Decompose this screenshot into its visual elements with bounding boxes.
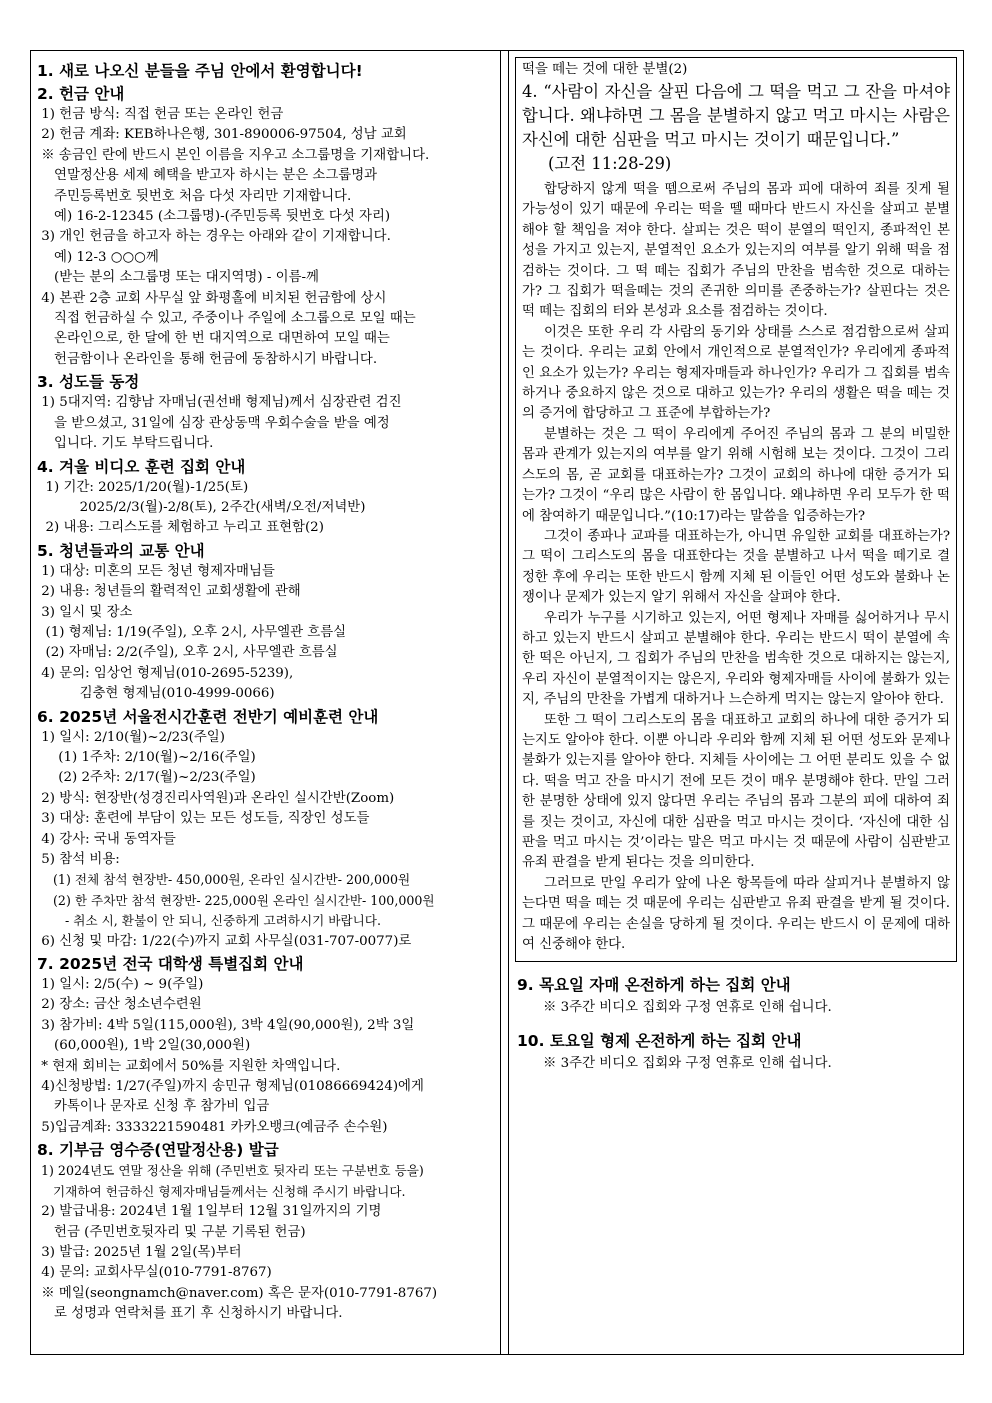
list-item: ※ 송금인 란에 반드시 본인 이름을 지우고 소그룹명을 기재합니다.: [37, 147, 430, 163]
list-item: 5)입금계좌: 3333221590481 카카오뱅크(예금주 손수원): [37, 1119, 388, 1135]
list-item: 1) 헌금 방식: 직접 헌금 또는 온라인 헌금: [37, 107, 284, 122]
meditation-paragraph: 그러므로 만일 우리가 앞에 나온 항목들에 따라 살피거나 분별하지 않는다면 떡을 떼는 것 때문에 우리는 심판받고 유죄 판결을 받게 될 것이다. 그 때문에 우리는 손실을 당하게 될 것이다. 우리는 반드시 이 문제에 대하여 신중해야 한다.: [522, 875, 950, 953]
list-item: 4) 강사: 국내 동역자들: [37, 831, 176, 847]
list-item: 1) 일시: 2/10(월)~2/23(주일): [37, 729, 225, 745]
list-item: 2) 발급내용: 2024년 1월 1일부터 12월 31일까지의 기명: [37, 1204, 382, 1220]
list-item: 기재하여 헌금하신 형제자매님들께서는 신청해 주시기 바랍니다.: [37, 1183, 406, 1199]
list-item: 직접 헌금하실 수 있고, 주중이나 주일에 소그룹으로 모일 때는: [37, 311, 416, 327]
section-title: 1. 새로 나오신 분들을 주님 안에서 환영합니다!: [37, 62, 363, 80]
list-item: 온라인으로, 한 달에 한 번 대지역으로 대면하여 모일 때는: [37, 331, 390, 347]
list-item: (1) 1주차: 2/10(월)~2/16(주일): [37, 749, 256, 765]
scripture-reference: (고전 11:28-29): [548, 154, 672, 173]
list-item: 5) 참석 비용:: [37, 852, 120, 867]
list-item: 예) 16-2-12345 (소그룹명)-(주민등록 뒷번호 다섯 자리): [37, 209, 391, 225]
list-item: 1) 대상: 미혼의 모든 청년 형제자매님들: [37, 563, 275, 579]
section-welcome: [37, 61, 492, 82]
section-title: 10. 토요일 형제 온전하게 하는 집회 안내: [517, 1032, 802, 1051]
list-item: 2) 내용: 그리스도를 체험하고 누리고 표현함(2): [37, 520, 324, 536]
list-item: (2) 2주차: 2/17(월)~2/23(주일): [37, 770, 256, 786]
section-title: 5. 청년들과의 교통 안내: [37, 541, 205, 560]
list-item: 을 받으셨고, 31일에 심장 관상동맥 우회수술을 받을 예정: [37, 415, 390, 431]
list-item: * 현재 회비는 교회에서 50%를 지원한 차액입니다.: [37, 1058, 341, 1074]
list-item: 2) 내용: 청년들의 활력적인 교회생활에 관해: [37, 584, 301, 600]
list-item: 4) 문의: 임상언 형제님(010-2695-5239),: [37, 665, 294, 681]
list-item: - 취소 시, 환불이 안 되니, 신중하게 고려하시기 바랍니다.: [37, 913, 381, 929]
list-item: 1) 2024년도 연말 정산을 위해 (주민번호 뒷자리 또는 구분번호 등을): [37, 1163, 424, 1179]
list-item: 3) 개인 헌금을 하고자 하는 경우는 아래와 같이 기재합니다.: [37, 229, 391, 245]
list-item: (받는 분의 소그룹명 또는 대지역명) - 이름-께: [37, 270, 319, 286]
section-winter-training: [37, 457, 492, 539]
section-title: 6. 2025년 서울전시간훈련 전반기 예비훈련 안내: [37, 707, 379, 726]
meditation-paragraph: 이것은 또한 우리 각 사람의 동기와 상태를 스스로 점검함으로써 살피는 것이다. 우리는 교회 안에서 개인적으로 분열적인가? 우리에게 종파적인 요소가 있는가? 우리는 형제자매들과 하나인가? 우리가 그 집회를 범속하거나 중요하지 않은 것으로 대하고 있는가? 우리의 생활은 떡을 떼는 것의 증거에 합당하고 그 표준에 부합하는가?: [522, 324, 950, 422]
list-item: 헌금함이나 온라인을 통해 헌금에 동참하시기 바랍니다.: [37, 351, 378, 367]
list-item: 연말정산용 세제 혜택을 받고자 하시는 분은 소그룹명과: [37, 168, 378, 184]
section-title: 8. 기부금 영수증(연말정산용) 발급: [37, 1141, 279, 1160]
section-donation-receipt: [37, 1140, 492, 1324]
meditation-paragraph: 또한 그 떡이 그리스도의 몸을 대표하고 교회의 하나에 대한 증거가 되는지도 알아야 한다. 이뿐 아니라 우리와 함께 지체 된 어떤 성도와 문제나 불화가 있는지를 알아야 한다. 지체들 사이에는 그 어떤 분리도 있을 수 없다. 떡을 먹고 잔을 마시기 전에 모든 것이 매우 분명해야 한다. 만일 그러한 분명한 상태에 있지 않다면 우리는 주님의 몸과 그분의 피에 대하여 죄를 짓는 것이고, 자신에 대한 심판을 먹고 마시는 것이다. ‘자신에 대한 심판을 먹고 마시는 것’이라는 말은 먹고 마시는 것 때문에 사람이 심판받고 유죄 판결을 받게 된다는 것을 의미한다.: [522, 712, 950, 871]
list-item: 4)신청방법: 1/27(주일)까지 송민규 형제님(01086669424)에게: [37, 1079, 424, 1095]
section-sisters-meeting: [515, 974, 957, 1018]
list-item: ※ 메일(seongnamch@naver.com) 혹은 문자(010-7791-8767): [37, 1285, 438, 1301]
list-item: (1) 전체 참석 현장반- 450,000원, 온라인 실시간반- 200,000원: [37, 872, 411, 888]
section-title: 7. 2025년 전국 대학생 특별집회 안내: [37, 955, 304, 974]
meditation-paragraph: 우리가 누구를 시기하고 있는지, 어떤 형제나 자매를 싫어하거나 무시하고 있는지 반드시 살피고 분별해야 한다. 우리는 반드시 떡이 분열에 속한 떡은 아닌지, 그 집회가 주님의 만찬을 범속한 것으로 대하지는 않는지, 우리 자신이 분열적이지는 않은지, 우리와 형제자매들 사이에 불화가 있는지, 주님의 만찬을 가볍게 대하거나 느슨하게 먹지는 않는지 알아야 한다.: [522, 610, 950, 708]
column-gutter: [501, 51, 508, 1354]
section-title: 3. 성도들 동정: [37, 373, 140, 392]
list-item: 3) 발급: 2025년 1월 2일(목)부터: [37, 1244, 242, 1260]
meditation-box: [515, 57, 957, 962]
left-column: [31, 51, 501, 1354]
list-item: 주민등록번호 뒷번호 처음 다섯 자리만 기재합니다.: [37, 188, 352, 204]
section-title: 9. 목요일 자매 온전하게 하는 집회 안내: [517, 976, 791, 995]
section-fulltime-training: [37, 707, 492, 952]
section-note: ※ 3주간 비디오 집회와 구정 연휴로 인해 쉽니다.: [543, 1056, 832, 1072]
bulletin-frame: [30, 50, 964, 1355]
section-title: 2. 헌금 안내: [37, 85, 125, 103]
list-item: 카톡이나 문자로 신청 후 참가비 입금: [37, 1099, 270, 1115]
list-item: 1) 기간: 2025/1/20(월)-1/25(토): [37, 479, 249, 495]
list-item: 2) 헌금 계좌: KEB하나은행, 301-890006-97504, 성남 교회: [37, 127, 407, 143]
list-item: 4) 본관 2층 교회 사무실 앞 화평홀에 비치된 헌금함에 상시: [37, 290, 387, 306]
list-item: 2) 방식: 현장반(성경진리사역원)과 온라인 실시간반(Zoom): [37, 790, 395, 806]
list-item: 헌금 (주민번호뒷자리 및 구분 기록된 헌금): [37, 1224, 306, 1240]
list-item: 로 성명과 연락처를 표기 후 신청하시기 바랍니다.: [37, 1306, 343, 1322]
section-brothers-meeting: [515, 1030, 957, 1074]
list-item: 1) 5대지역: 김향남 자매님(권선배 형제님)께서 심장관련 검진: [37, 395, 402, 411]
list-item: (2) 한 주차만 참석 현장반- 225,000원 온라인 실시간반- 100,000원: [37, 892, 435, 908]
list-item: 2) 장소: 금산 청소년수련원: [37, 997, 202, 1013]
section-members-news: [37, 372, 492, 454]
list-item: 김충현 형제님(010-4999-0066): [37, 686, 275, 702]
meditation-paragraph: 그것이 종파나 교파를 대표하는가, 아니면 유일한 교회를 대표하는가? 그 떡이 그리스도의 몸을 대표한다는 것을 분별하고 나서 떡을 떼기로 결정한 후에 우리는 또한 반드시 함께 지체 된 이들인 어떤 성도와 불화나 논쟁이나 문제가 있는지 알기 위해서 자신을 살펴야 한다.: [522, 528, 950, 606]
list-item: 1) 일시: 2/5(수) ~ 9(주일): [37, 977, 204, 993]
list-item: 3) 일시 및 장소: [37, 604, 133, 620]
list-item: 예) 12-3 ○○○께: [37, 249, 159, 265]
meditation-paragraph: 합당하지 않게 떡을 뗌으로써 주님의 몸과 피에 대하여 죄를 짓게 될 가능성이 있기 때문에 우리는 떡을 뗄 때마다 반드시 자신을 살피고 분별해야 할 책임을 져야 한다. 살피는 것은 떡이 분열의 떡인지, 종파적인 본성을 가지고 있는지, 분열적인 요소가 있는지의 여부를 알기 위해 떡을 점검하는 것이다. 그 떡 떼는 집회가 주님의 만찬을 범속한 것으로 대하는가? 그 집회가 떡을떼는 것의 존귀한 의미를 존중하는가? 살핀다는 것은 떡 떼는 집회의 터와 본성과 요소를 점검하는 것이다.: [522, 182, 950, 320]
meditation-heading: 떡을 떼는 것에 대한 분별(2): [522, 62, 688, 77]
section-youth: [37, 541, 492, 705]
list-item: 3) 대상: 훈련에 부담이 있는 모든 성도들, 직장인 성도들: [37, 811, 370, 827]
list-item: 2025/2/3(월)-2/8(토), 2주간(새벽/오전/저녁반): [37, 499, 366, 515]
list-item: (1) 형제님: 1/19(주일), 오후 2시, 사무엘관 흐름실: [37, 624, 347, 640]
list-item: (60,000원), 1박 2일(30,000원): [37, 1038, 251, 1054]
right-column: [508, 51, 963, 1354]
list-item: 입니다. 기도 부탁드립니다.: [37, 436, 214, 452]
list-item: 4) 문의: 교회사무실(010-7791-8767): [37, 1265, 272, 1281]
section-note: ※ 3주간 비디오 집회와 구정 연휴로 인해 쉽니다.: [543, 1000, 832, 1016]
list-item: (2) 자매님: 2/2(주일), 오후 2시, 사무엘관 흐름실: [37, 645, 338, 661]
list-item: 6) 신청 및 마감: 1/22(수)까지 교회 사무실(031-707-0077)로: [37, 933, 412, 949]
section-title: 4. 겨울 비디오 훈련 집회 안내: [37, 457, 246, 476]
section-university: [37, 954, 492, 1138]
section-offering: [37, 84, 492, 370]
scripture-verse: 4. “사람이 자신을 살핀 다음에 그 떡을 먹고 그 잔을 마셔야 합니다. 왜냐하면 그 몸을 분별하지 않고 먹고 마시는 사람은 자신에 대한 심판을 먹고 마시는 것이기 때문입니다.”: [522, 82, 950, 149]
meditation-paragraph: 분별하는 것은 그 떡이 우리에게 주어진 주님의 몸과 그 분의 비밀한 몸과 관계가 있는지의 여부를 알기 위해 시험해 보는 것이다. 그것이 그리스도의 몸, 곧 교회를 대표하는가? 그것이 교회의 하나에 대한 증거가 되는가? 그것이 “우리 많은 사람이 한 몸입니다. 왜냐하면 우리 모두가 한 떡에 참여하기 때문입니다.”(10:17)라는 말씀을 입증하는가?: [522, 426, 950, 524]
list-item: 3) 참가비: 4박 5일(115,000원), 3박 4일(90,000원), 2박 3일: [37, 1017, 415, 1033]
